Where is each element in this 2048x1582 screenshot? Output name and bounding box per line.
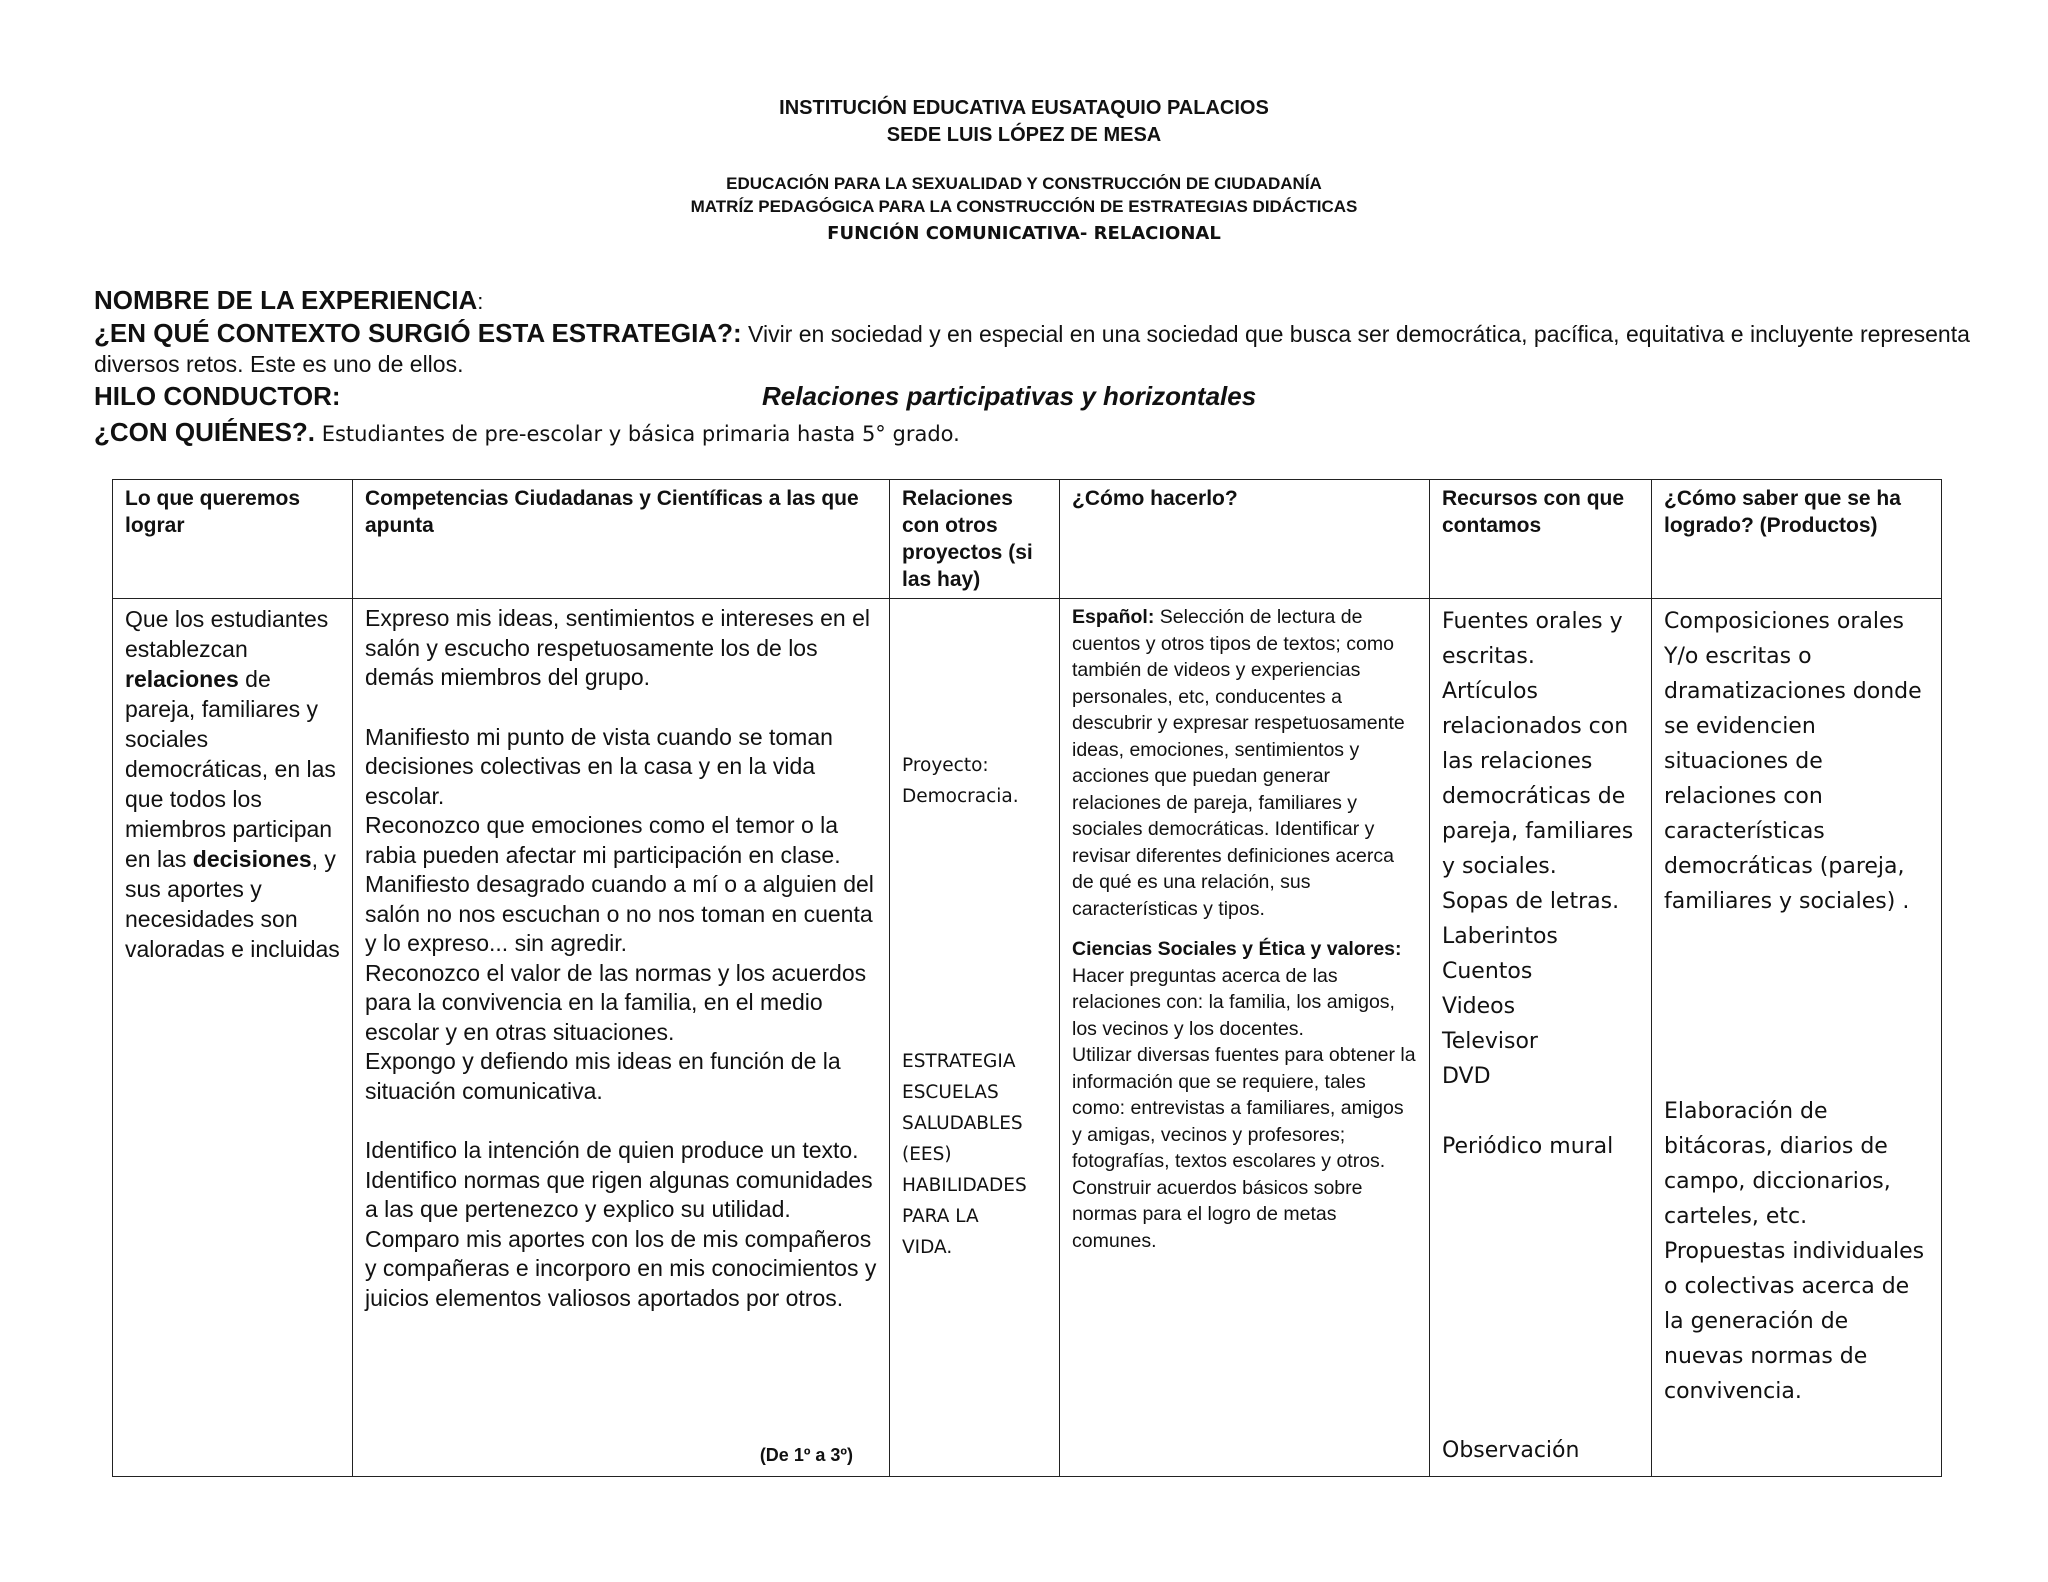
resource-item: Fuentes orales y escritas.: [1442, 609, 1630, 669]
col-header-competencies: Competencias Ciudadanas y Científicas a las que apunta: [353, 480, 890, 599]
project-label: Proyecto:: [902, 755, 989, 776]
context-row: [94, 318, 1974, 379]
grade-range-note: (De 1º a 3º): [759, 1444, 853, 1465]
guiding-thread-label: HILO CONDUCTOR:: [94, 381, 341, 411]
resources-cell: [1430, 599, 1652, 1477]
social-sciences-label: Ciencias Sociales y Ética y valores:: [1072, 938, 1402, 960]
program-header: [0, 172, 2048, 218]
col-header-goal: Lo que queremos lograr: [113, 480, 353, 599]
resource-item: Videos: [1442, 994, 1516, 1019]
resource-item: Artículos relacionados con las relaciones democráticas de pareja, familiares y sociales.: [1442, 679, 1641, 879]
program-name: EDUCACIÓN PARA LA SEXUALIDAD Y CONSTRUCCIÓN DE CIUDADANÍA: [726, 174, 1322, 193]
participants-value: Estudiantes de pre-escolar y básica primaria hasta 5° grado.: [315, 422, 960, 446]
spanish-text: Selección de lectura de cuentos y otros tipos de textos; como también de videos y experiencias personales, etc, conducentes a descubrir y expresar respetuosamente ideas, emociones, sentimientos y acciones que puedan generar relaciones de pareja, familiares y sociales democráticas. Identificar y revisar diferentes definiciones acerca de qué es una relación, sus características y tipos.: [1072, 606, 1405, 920]
institution-header: [0, 95, 2048, 149]
institution-name: INSTITUCIÓN EDUCATIVA EUSATAQUIO PALACIOS: [779, 97, 1269, 119]
guiding-thread-value: Relaciones participativas y horizontales: [762, 381, 1257, 411]
how-to-cell: [1060, 599, 1430, 1477]
resource-mural: Periódico mural: [1442, 1134, 1614, 1159]
competencies-cell: [353, 599, 890, 1477]
product-block-1: Composiciones orales Y/o escritas o dramatizaciones donde se evidencien situaciones de relaciones con características democráticas (pareja, familiares y sociales) .: [1664, 609, 1922, 914]
resource-item: Televisor: [1442, 1029, 1538, 1054]
spanish-activity: [1072, 604, 1417, 922]
spanish-label: Español:: [1072, 606, 1155, 628]
resource-observation: Observación: [1442, 1438, 1580, 1463]
strategy-line: ESTRATEGIA: [902, 1051, 1016, 1072]
goal-cell: [113, 599, 353, 1477]
goal-text-3: , y sus aportes y necesidades son valoradas e incluidas: [125, 846, 340, 962]
competency-block-2: Manifiesto mi punto de vista cuando se toman decisiones colectivas en la casa y en la vida escolar. Reconozco que emociones como el temor o la rabia pueden afectar mi participación en clase. Manifiesto desagrado cuando a mí o a alguien del salón no nos escuchan o no nos toman en cuenta y lo expreso... sin agredir. Reconozco el valor de las normas y los acuerdos para la convivencia en la familia, en el medio escolar y en otras situaciones. Expongo y defiendo mis ideas en función de la situación comunicativa.: [365, 723, 874, 1104]
strategy-line: ESCUELAS: [902, 1082, 999, 1103]
col-header-resources: Recursos con que contamos: [1430, 480, 1652, 599]
strategy-line: HABILIDADES: [902, 1175, 1027, 1196]
participants-row: [94, 417, 1974, 448]
competency-block-1: Expreso mis ideas, sentimientos e intereses en el salón y escucho respetuosamente los de los demás miembros del grupo.: [365, 605, 870, 690]
table-row: [113, 599, 1942, 1477]
pedagogical-matrix-table: [112, 479, 1942, 1477]
strategy-line: VIDA.: [902, 1237, 953, 1258]
related-projects-cell: [890, 599, 1060, 1477]
matrix-title: MATRÍZ PEDAGÓGICA PARA LA CONSTRUCCIÓN DE ESTRATEGIAS DIDÁCTICAS: [690, 197, 1358, 216]
col-header-how-to: ¿Cómo hacerlo?: [1060, 480, 1430, 599]
col-header-related-projects: Relaciones con otros proyectos (si las hay): [890, 480, 1060, 599]
context-label: ¿EN QUÉ CONTEXTO SURGIÓ ESTA ESTRATEGIA?:: [94, 318, 742, 348]
experience-name-label: NOMBRE DE LA EXPERIENCIA: [94, 285, 478, 315]
project-name: Democracia.: [902, 786, 1019, 807]
product-block-2: Elaboración de bitácoras, diarios de campo, diccionarios, carteles, etc. Propuestas individuales o colectivas acerca de la generación de nuevas normas de convivencia.: [1664, 1099, 1925, 1404]
context-value: Vivir en sociedad y en especial en una sociedad que busca ser democrática, pacífica, equitativa e incluyente representa diversos retos. Este es uno de ellos.: [94, 321, 1970, 377]
resource-item: Cuentos: [1442, 959, 1533, 984]
function-title: FUNCIÓN COMUNICATIVA- RELACIONAL: [827, 223, 1221, 244]
resource-item: Sopas de letras.: [1442, 889, 1620, 914]
resource-item: DVD: [1442, 1064, 1491, 1089]
strategy-line: PARA LA: [902, 1206, 979, 1227]
goal-bold-decisions: decisiones: [192, 846, 312, 872]
participants-label: ¿CON QUIÉNES?.: [94, 417, 316, 447]
guiding-thread-row: [94, 381, 1974, 412]
products-cell: [1652, 599, 1942, 1477]
competency-block-3: Identifico la intención de quien produce un texto. Identifico normas que rigen algunas comunidades a las que pertenezco y explico su utilidad. Comparo mis aportes con los de mis compañeros y compañeras e incorporo en mis conocimientos y juicios elementos valiosos aportados por otros.: [365, 1137, 877, 1311]
goal-bold-relations: relaciones: [125, 666, 239, 692]
table-header-row: [113, 480, 1942, 599]
col-header-products: ¿Cómo saber que se ha logrado? (Productos): [1652, 480, 1942, 599]
strategy-line: (EES): [902, 1144, 952, 1165]
goal-text-2: de pareja, familiares y sociales democráticas, en las que todos los miembros participan en las: [125, 666, 336, 872]
social-sciences-text: Hacer preguntas acerca de las relaciones con: la familia, los amigos, los vecinos y los docentes. Utilizar diversas fuentes para obtener la información que se requiere, tales como: entrevistas a familiares, amigos y amigas, vecinos y profesores; fotografías, textos escolares y otros. Construir acuerdos básicos sobre normas para el logro de metas comunes.: [1072, 964, 1416, 1252]
experience-name-row: [94, 285, 1974, 316]
campus-name: SEDE LUIS LÓPEZ DE MESA: [886, 124, 1162, 146]
strategy-line: SALUDABLES: [902, 1113, 1023, 1134]
goal-text-1: Que los estudiantes establezcan: [125, 606, 329, 662]
resource-item: Laberintos: [1442, 924, 1558, 949]
experience-name-colon: :: [477, 289, 484, 314]
